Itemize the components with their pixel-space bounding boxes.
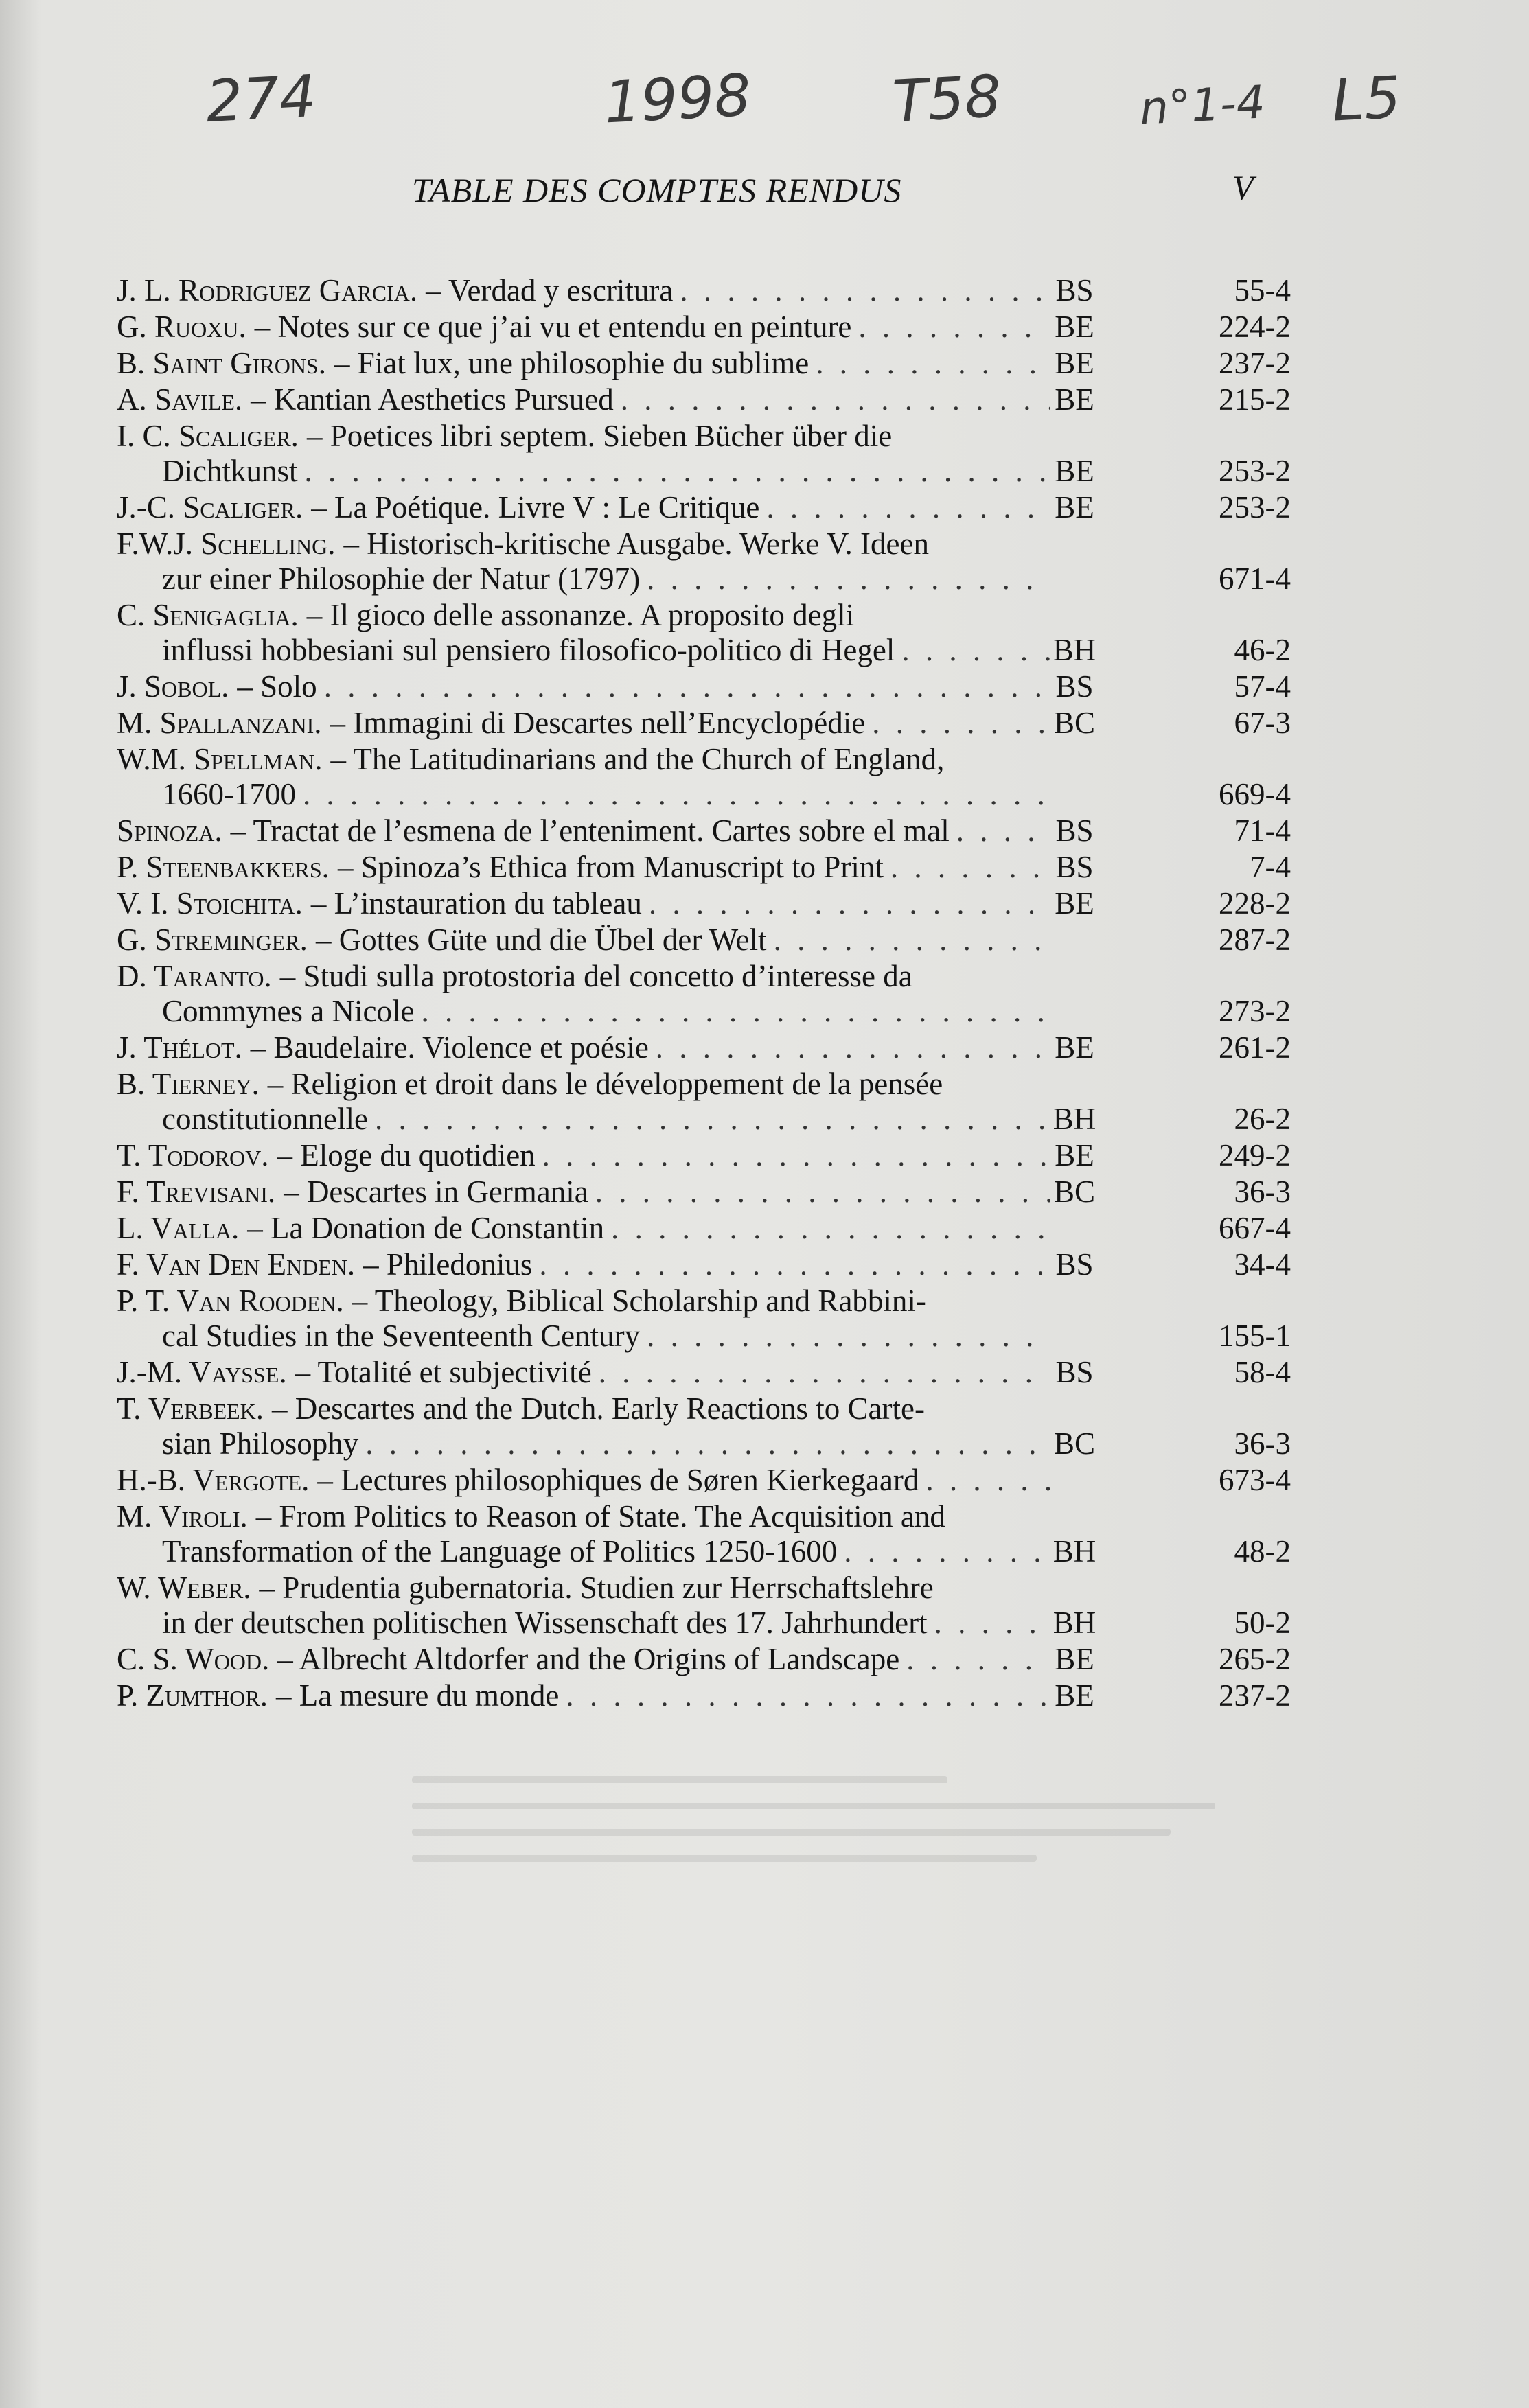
entry-author: A. Savile. [117,382,243,417]
list-item [117,346,1298,381]
list-item [117,706,1298,741]
list-item [117,813,1298,848]
entry-ref: 261-2 [1219,1030,1291,1065]
entry-code: BS [1055,273,1094,308]
entry-ref: 253-2 [1219,490,1291,524]
entry-code: BS [1055,669,1094,704]
entry-line [117,310,1298,345]
list-item [117,1067,1298,1137]
entry-body [162,1319,1054,1354]
dot-leader [956,813,1050,848]
entry-body [117,923,1054,958]
entry-body [117,1463,1054,1498]
bleed-through [412,1757,1304,2052]
entry-body [117,310,1054,345]
entry-title: – Historisch-kritische Ausgabe. Werke V. Ideen [343,526,929,561]
entry-ref: 58-4 [1234,1355,1291,1389]
entry-ref: 273-2 [1219,994,1291,1028]
entry-ref: 237-2 [1219,1678,1291,1713]
entry-title: – Il gioco delle assonanze. A proposito degli [306,598,855,632]
entry-line [117,1211,1298,1246]
entry-author: M. Viroli. [117,1499,248,1533]
entry-body [117,1355,1054,1390]
dot-leader [305,454,1050,489]
entry-title: – Solo [237,669,317,704]
entry-title: in der deutschen politischen Wissenschaft des 17. Jahrhundert [162,1606,928,1640]
entry-ref: 667-4 [1219,1211,1291,1245]
entry-code: BH [1053,1102,1096,1136]
entry-author: C. Senigaglia. [117,598,299,632]
entry-title: Commynes a Nicole [162,994,415,1028]
entry-line [117,598,1298,633]
entry-body [162,1102,1054,1137]
entry-ref: 253-2 [1219,454,1291,488]
entry-body [162,633,1054,668]
entry-body [117,1499,1054,1534]
entry-line [117,850,1298,885]
entry-code: BC [1053,1174,1096,1209]
entry-author: P. Steenbakkers. [117,850,330,884]
entry-line [117,1606,1298,1641]
entry-body [117,886,1054,921]
dot-leader [656,1030,1050,1065]
entry-title: – Albrecht Altdorfer and the Origins of Landscape [277,1642,900,1676]
entry-body [162,1606,1054,1641]
dot-leader [303,777,1050,812]
entry-author: G. Streminger. [117,923,308,957]
entry-line [117,1174,1298,1209]
entry-line [117,813,1298,848]
entry-ref: 265-2 [1219,1642,1291,1676]
entry-title: constitutionnelle [162,1102,368,1136]
dot-leader [542,1138,1050,1173]
entry-title: sian Philosophy [162,1426,359,1461]
entry-title: – Verdad y escritura [426,273,674,308]
entry-body [162,994,1054,1029]
entry-line [117,777,1298,812]
dot-leader [324,669,1050,704]
entry-body [117,959,1054,994]
entry-ref: 237-2 [1219,346,1291,380]
list-item [117,1571,1298,1641]
list-item [117,419,1298,489]
list-item [117,923,1298,958]
entry-title: – Descartes in Germania [284,1174,588,1209]
list-item [117,886,1298,921]
entry-line [117,1138,1298,1173]
entry-body [117,742,1054,777]
list-item [117,1211,1298,1246]
entry-author: F. Van Den Enden. [117,1247,356,1282]
list-item [117,1355,1298,1390]
entry-line [117,886,1298,921]
entry-code: BH [1053,633,1096,667]
list-item [117,850,1298,885]
handwritten-note: 1998 [602,61,753,137]
entry-author: B. Tierney. [117,1067,260,1101]
entry-title: 1660-1700 [162,777,296,811]
list-item [117,1174,1298,1209]
entries-list [117,272,1298,1713]
entry-body [117,669,1054,704]
dot-leader [566,1678,1050,1713]
dot-leader [647,562,1050,597]
entry-code: BH [1053,1606,1096,1640]
entry-line [117,1463,1298,1498]
entry-author: B. Saint Girons. [117,346,326,380]
dot-leader [649,886,1050,921]
entry-body [117,1571,1054,1606]
entry-body [117,1067,1054,1102]
dot-leader [647,1319,1050,1354]
entry-body [117,1247,1054,1282]
entry-body [117,490,1054,525]
handwritten-note: n°1-4 [1138,76,1267,135]
entry-title: – Kantian Aesthetics Pursued [251,382,614,417]
entry-author: V. I. Stoichita. [117,886,303,921]
entry-author: F.W.J. Schelling. [117,526,336,561]
entry-code: BE [1055,1138,1094,1172]
entry-ref: 669-4 [1219,777,1291,811]
entry-ref: 673-4 [1219,1463,1291,1497]
dot-leader [816,346,1050,381]
entry-ref: 71-4 [1234,813,1291,848]
entry-title: – Fiat lux, une philosophie du sublime [334,346,809,380]
entry-body [162,777,1054,812]
entry-code: BE [1055,310,1094,344]
list-item [117,526,1298,597]
entry-line [117,1678,1298,1713]
entry-title: – Studi sulla protostoria del concetto d’interesse da [279,959,912,993]
entry-line [117,1355,1298,1390]
entry-author: D. Taranto. [117,959,272,993]
entry-ref: 287-2 [1219,923,1291,957]
list-item [117,273,1298,308]
entry-line [117,1284,1298,1319]
list-item [117,1030,1298,1065]
entry-title: – Gottes Güte und die Übel der Welt [315,923,767,957]
entry-title: – La Poétique. Livre V : Le Critique [311,490,760,524]
dot-leader [766,490,1050,525]
entry-ref: 228-2 [1219,886,1291,921]
entry-body [117,273,1054,308]
list-item [117,1642,1298,1677]
list-item [117,310,1298,345]
handwritten-note: T58 [890,62,1003,136]
entry-body [117,1391,1054,1426]
entry-body [162,562,1054,597]
dot-leader [890,850,1050,885]
entry-body [117,706,1054,741]
list-item [117,1678,1298,1713]
dot-leader [365,1426,1050,1461]
entry-ref: 224-2 [1219,310,1291,344]
entry-title: cal Studies in the Seventeenth Century [162,1319,641,1353]
entry-body [117,813,1054,848]
entry-body [117,1174,1054,1209]
entry-title: – Totalité et subjectivité [295,1355,592,1389]
entry-author: G. Ruoxu. [117,310,246,344]
entry-body [162,1534,1054,1569]
entry-line [117,994,1298,1029]
entry-line [117,669,1298,704]
dot-leader [934,1606,1050,1641]
entry-line [117,346,1298,381]
dot-leader [901,633,1050,668]
entry-title: – Descartes and the Dutch. Early Reactions to Carte- [272,1391,925,1426]
entry-line [117,1067,1298,1102]
dot-leader [906,1642,1050,1677]
entry-ref: 34-4 [1234,1247,1291,1282]
entry-body [162,1426,1054,1461]
entry-body [117,382,1054,417]
entry-author: F. Trevisani. [117,1174,276,1209]
entry-title: – La Donation de Constantin [247,1211,605,1245]
dot-leader [858,310,1050,345]
entry-title: – Prudentia gubernatoria. Studien zur Herrschaftslehre [259,1571,934,1605]
entry-line [117,1391,1298,1426]
entry-title: – Spinoza’s Ethica from Manuscript to Print [337,850,884,884]
entry-author: H.-B. Vergote. [117,1463,310,1497]
entry-line [117,1247,1298,1282]
list-item [117,598,1298,668]
entry-line [117,1319,1298,1354]
entry-ref: 36-3 [1234,1174,1291,1209]
dot-leader [680,273,1050,308]
entry-ref: 26-2 [1234,1102,1291,1136]
entry-code: BE [1055,1642,1094,1676]
entry-line [117,1534,1298,1569]
entry-title: – Tractat de l’esmena de l’enteniment. Cartes sobre el mal [230,813,950,848]
entry-title: – Baudelaire. Violence et poésie [250,1030,649,1065]
page-title: TABLE DES COMPTES RENDUS [412,171,902,209]
entry-line [117,273,1298,308]
entry-code: BE [1055,382,1094,417]
page-number: V [1232,168,1254,207]
list-item [117,1499,1298,1569]
dot-leader [844,1534,1050,1569]
entry-author: J. L. Rodriguez Garcia. [117,273,418,308]
entry-code: BS [1055,1355,1094,1389]
entry-code: BE [1055,1678,1094,1713]
entry-body [117,1284,1054,1319]
entry-code: BC [1053,1426,1096,1461]
dot-leader [621,382,1050,417]
entry-line [117,454,1298,489]
list-item [117,742,1298,812]
entry-code: BH [1053,1534,1096,1568]
entry-ref: 7-4 [1250,850,1291,884]
entry-body [117,1678,1054,1713]
handwritten-note: L5 [1330,63,1403,135]
entry-title: – La mesure du monde [275,1678,560,1713]
list-item [117,1284,1298,1354]
list-item [117,382,1298,417]
entry-ref: 50-2 [1234,1606,1291,1640]
entry-code: BS [1055,813,1094,848]
dot-leader [539,1247,1050,1282]
entry-line [117,959,1298,994]
entry-ref: 55-4 [1234,273,1291,308]
entry-ref: 48-2 [1234,1534,1291,1568]
entry-title: – Eloge du quotidien [277,1138,536,1172]
entry-code: BS [1055,1247,1094,1282]
dot-leader [611,1211,1050,1246]
entry-ref: 155-1 [1219,1319,1291,1353]
entry-line [117,923,1298,958]
entry-line [117,1102,1298,1137]
handwritten-note: 274 [204,62,318,136]
entry-title: – Immagini di Descartes nell’Encyclopédie [330,706,866,740]
entry-author: M. Spallanzani. [117,706,322,740]
entry-author: I. C. Scaliger. [117,419,299,453]
dot-leader [926,1463,1050,1498]
entry-body [117,1642,1054,1677]
entry-body [117,598,1054,633]
entry-body [117,850,1054,885]
entry-line [117,562,1298,597]
entry-author: W. Weber. [117,1571,251,1605]
entry-ref: 57-4 [1234,669,1291,704]
entry-code: BC [1053,706,1096,740]
entry-line [117,526,1298,562]
entry-body [117,1030,1054,1065]
entry-title: – Notes sur ce que j’ai vu et entendu en peinture [254,310,852,344]
entry-author: C. S. Wood. [117,1642,270,1676]
entry-line [117,742,1298,777]
entry-author: Spinoza. [117,813,222,848]
entry-title: – Theology, Biblical Scholarship and Rabbini- [352,1284,926,1318]
entry-author: T. Verbeek. [117,1391,264,1426]
entry-line [117,1642,1298,1677]
entry-title: – L’instauration du tableau [310,886,642,921]
entry-code: BE [1055,886,1094,921]
dot-leader [774,923,1050,958]
entry-title: influssi hobbesiani sul pensiero filosofico-politico di Hegel [162,633,895,667]
entry-code: BS [1055,850,1094,884]
entry-ref: 215-2 [1219,382,1291,417]
entry-line [117,1426,1298,1461]
list-item [117,1247,1298,1282]
entry-author: J. Thélot. [117,1030,242,1065]
entry-author: P. T. Van Rooden. [117,1284,344,1318]
entry-body [117,1138,1054,1173]
entry-ref: 36-3 [1234,1426,1291,1461]
entry-author: J. Sobol. [117,669,229,704]
entry-line [117,419,1298,454]
dot-leader [375,1102,1050,1137]
entry-author: J.-M. Vaysse. [117,1355,287,1389]
entry-line [117,706,1298,741]
entry-body [117,526,1054,562]
dot-leader [599,1355,1050,1390]
entry-ref: 67-3 [1234,706,1291,740]
entry-code: BE [1055,454,1094,488]
entry-code: BE [1055,346,1094,380]
entry-line [117,633,1298,668]
entry-ref: 249-2 [1219,1138,1291,1172]
entry-title: – Poetices libri septem. Sieben Bücher über die [306,419,893,453]
entry-line [117,1030,1298,1065]
entry-author: P. Zumthor. [117,1678,268,1713]
entry-body [117,419,1054,454]
entry-line [117,490,1298,525]
list-item [117,490,1298,525]
entry-title: Dichtkunst [162,454,298,488]
list-item [117,1463,1298,1498]
entry-title: – From Politics to Reason of State. The Acquisition and [255,1499,945,1533]
entry-title: Transformation of the Language of Politics 1250-1600 [162,1534,838,1568]
entry-author: J.-C. Scaliger. [117,490,303,524]
entry-author: W.M. Spellman. [117,742,323,776]
dot-leader [595,1174,1050,1209]
list-item [117,1138,1298,1173]
entry-ref: 671-4 [1219,562,1291,596]
entry-title: – The Latitudinarians and the Church of England, [330,742,945,776]
entry-title: – Religion et droit dans le développement de la pensée [267,1067,943,1101]
entry-body [117,346,1054,381]
entry-author: T. Todorov. [117,1138,269,1172]
list-item [117,959,1298,1029]
entry-title: – Philedonius [363,1247,533,1282]
entry-line [117,382,1298,417]
dot-leader [421,994,1050,1029]
entry-body [117,1211,1054,1246]
list-item [117,669,1298,704]
entry-ref: 46-2 [1234,633,1291,667]
entry-title: – Lectures philosophiques de Søren Kierkegaard [317,1463,919,1497]
entry-title: zur einer Philosophie der Natur (1797) [162,562,641,596]
entry-author: L. Valla. [117,1211,240,1245]
entry-line [117,1571,1298,1606]
entry-body [162,454,1054,489]
entry-code: BE [1055,1030,1094,1065]
dot-leader [872,706,1050,741]
list-item [117,1391,1298,1461]
entry-code: BE [1055,490,1094,524]
entry-line [117,1499,1298,1534]
